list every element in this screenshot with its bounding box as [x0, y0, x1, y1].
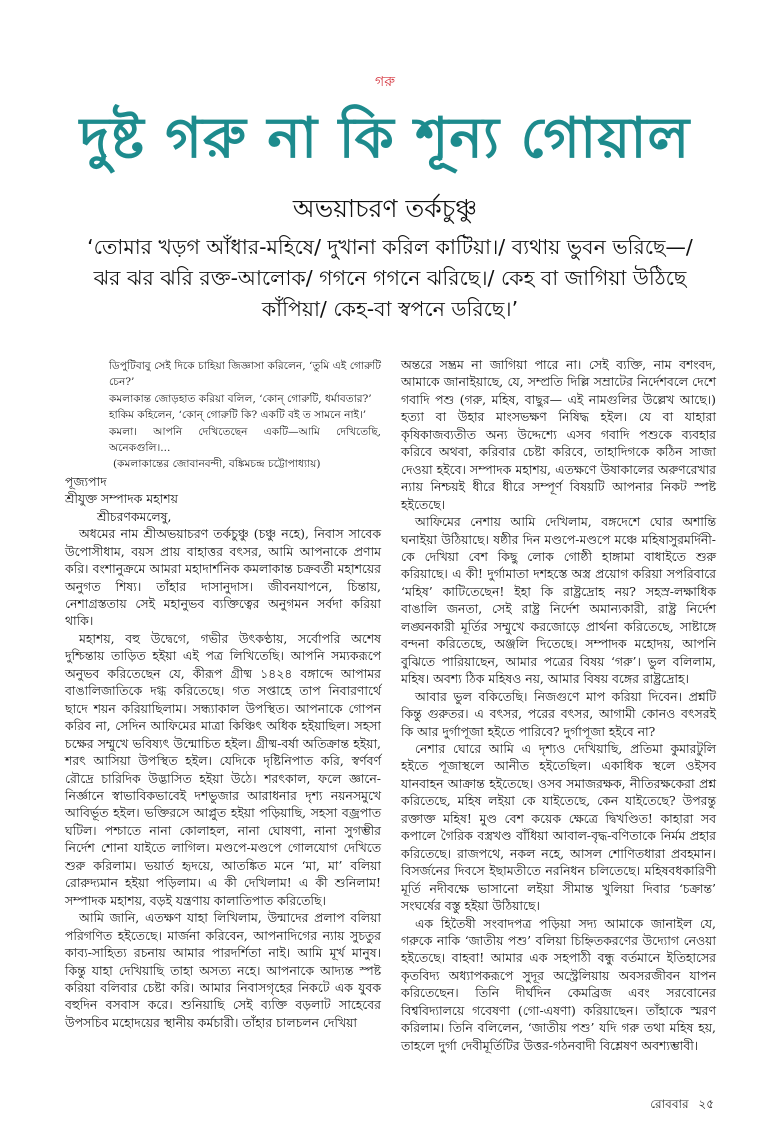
salutation: পূজ্যপাদ	[65, 473, 107, 489]
page-footer	[644, 1096, 714, 1116]
quote-line: কমলাকান্ত জোড়হাত করিয়া বলিল, ‘কোন্ গোরুটি, ধর্মাবতার?’	[109, 392, 372, 405]
addressee: শ্রীযুক্ত সম্পাদক মহাশয়	[65, 491, 178, 507]
epigraph-line: কাঁপিয়া/ কেহ-বা স্বপনে ডরিছে।’	[261, 297, 519, 321]
quote-line: ডিপুটিবাবু সেই দিকে চাহিয়া জিজ্ঞাসা করিলেন, ‘তুমি এই গোরুটি চেন?’	[109, 360, 381, 389]
epigraph	[40, 232, 740, 325]
body-paragraph: আবার ভুল বকিতেছি। নিজগুণে মাপ করিয়া দিবেন। প্রশ্নটি কিন্তু গুরুতর। এ বৎসর, পরের বৎসর, আগামী কোনও বৎসরই কি আর দুর্গাপূজা হইতে পারিবে? দুর্গাপূজা হইবে না?	[401, 688, 716, 739]
quote-line: হাকিম কহিলেন, ‘কোন্ গোরুটি কি? একটি বই ত সামনে নাই।’	[109, 409, 367, 422]
body-paragraph: আমি জানি, এতক্ষণ যাহা লিখিলাম, উন্মাদের প্রলাপ বলিয়া পরিগণিত হইতেছে। মার্জনা করিবেন, আপনাদিগের ন্যায় সুচতুর কাব্য-সাহিত্য রচনায় আমার পারদর্শিতা নাই। আমি মূর্খ মানুষ। কিন্তু যাহা দেখিয়াছি তাহা অসত্য নহে। আপনাকে আদ্যন্ত স্পষ্ট করিয়া বলিবার চেষ্টা করি। আমার নিবাসগৃহের নিকটে এক যুবক বহুদিন বসবাস করে। শুনিয়াছি সেই ব্যক্তি বড়লাট সাহেবের উপসচিব মহোদয়ের স্থানীয় কর্মচারী। তাঁহার চালচলন দেখিয়া	[65, 910, 381, 1030]
left-column	[65, 356, 381, 1031]
page-number: ২৫	[698, 1097, 714, 1111]
body-paragraph: আফিমের নেশায় আমি দেখিলাম, বঙ্গদেশে ঘোর অশান্তি ঘনাইয়া উঠিয়াছে। ষষ্ঠীর দিন মণ্ডপে-মণ্ডপে মঞ্চে মহিষাসুরমর্দিনী-কে দেখিয়া বেশ কিছু লোক গোষ্ঠী হাঙ্গামা বাধাইতে শুরু করিয়াছে। এ কী! দুর্গামাতা দশহস্তে অস্ত্র প্রয়োগ করিয়া সপরিবারে ‘মহিষ’ কাটিতেছেন! ইহা কি রাষ্ট্রদ্রোহ নয়? সহস্র-লক্ষাধিক বাঙালি জনতা, সেই রাষ্ট্র নির্দেশ অমান্যকারী, রাষ্ট্র নির্দেশ লঙ্ঘনকারী মূর্তির সম্মুখে করজোড়ে প্রার্থনা করিতেছে, সাষ্টাঙ্গে বন্দনা করিতেছে, অঞ্জলি দিতেছে। সম্পাদক মহোদয়, আপনি বুঝিতে পারিয়াছেন, আমার পত্রের বিষয় ‘গরু’। ভুল বলিলাম, মহিষ। অবশ্য ঠিক মহিষও নয়, আমার বিষয় বঙ্গের রাষ্ট্রদ্রোহ।	[401, 514, 716, 687]
quote-source: (কমলাকান্তের জোবানবন্দী, বঙ্কিমচন্দ্র চট্টোপাধ্যায়)	[113, 458, 321, 471]
greeting: শ্রীচরণকমলেষু,	[97, 508, 172, 524]
author-name: অভয়াচরণ তর্কচুঞ্চু	[292, 194, 478, 223]
epigraph-line: ঝর ঝর ঝরি রক্ত-আলোক/ গগনে গগনে ঝরিছে।/ কেহ বা জাগিয়া উঠিছে	[93, 266, 687, 290]
footer-day: রোববার	[650, 1097, 689, 1111]
epigraph-line: ‘তোমার খড়গ আঁধার-মহিষে/ দুখানা করিল কাটিয়া।/ ব্যথায় ভুবন ভরিছে—/	[87, 235, 693, 259]
article-headline: দুষ্ট গরু না কি শূন্য গোয়াল	[79, 106, 691, 171]
body-paragraph: এক হিতৈষী সংবাদপত্র পড়িয়া সদ্য আমাকে জানাইল যে, গরুকে নাকি ‘জাতীয় পশু’ বলিয়া চিহ্নিতকরণের উদ্যোগ নেওয়া হইতেছে। বাহবা! আমার এক সহপাঠী বন্ধু বর্তমানে ইতিহাসের কৃতবিদ্য অধ্যাপকরূপে সুদূর অস্ট্রেলিয়ায় অবসরজীবন যাপন করিতেছেন। তিনি দীর্ঘদিন কেমব্রিজ এবং সরবোনের বিশ্ববিদ্যালয়ে গবেষণা (গো-এষণা) করিয়াছেন। তাঁহাকে স্মরণ করিলাম। তিনি বলিলেন, ‘জাতীয় পশু’ যদি গরু তথা মহিষ হয়, তাহলে দুর্গা দেবীমূর্তিটির উত্তর-গঠনবাদী বিশ্লেষণ অবশ্যম্ভাবী।	[401, 915, 716, 1053]
body-paragraph: অধমের নাম শ্রীঅভয়াচরণ তর্কচুঞ্চু (চঞ্চু নহে), নিবাস সাবেক উপোসীধাম, বয়স প্রায় বাহাত্তর বৎসর, আমি আপনাকে প্রণাম করি। বংশানুক্রমে আমরা মহাদার্শনিক কমলাকান্ত চক্রবর্তী মহাশয়ের অনুগত শিষ্য। তাঁহার দাসানুদাস। জীবনযাপনে, চিন্তায়, নেশাগ্রস্ততায় সেই মহানুভব ব্যক্তিত্বের অনুগমন সর্বদা করিয়া থাকি।	[65, 526, 381, 629]
quote-block	[65, 358, 381, 473]
body-paragraph: নেশার ঘোরে আমি এ দৃশ্যও দেখিয়াছি, প্রতিমা কুমারটুলি হইতে পূজাস্থলে আনীত হইতেছিল। একাধিক স্থলে ওইসব যানবাহন আক্রান্ত হইতেছে। ওসব সমাজরক্ষক, নীতিরক্ষকেরা প্রশ্ন করিতেছে, মহিষ লইয়া কে যাইতেছে, কেন যাইতেছে? উপরন্তু রক্তাক্ত মহিষ! মুণ্ড বেশ কয়েক ক্ষেত্রে দ্বিখণ্ডিত! কাহারা সব কপালে গৈরিক বস্ত্রখণ্ড বাঁধিয়া আবাল-বৃদ্ধ-বণিতাকে নির্মম প্রহার করিতেছে। রাজপথে, নকল নহে, আসল শোণিতধারা প্রবহমান। বিসর্জনের দিবসে ইছামতীতে নরনিধন চলিতেছে। মহিষবধকারিণী মূর্তি নদীবক্ষে ভাসানো লইয়া সীমান্ত খুলিয়া দিবার ‘চক্রান্ত’ সংঘর্ষের বস্তু হইয়া উঠিয়াছে।	[401, 740, 716, 914]
body-paragraph: মহাশয়, বহু উদ্বেগে, গভীর উৎকণ্ঠায়, সর্বোপরি অশেষ দুশ্চিন্তায় তাড়িত হইয়া এই পত্র লিখিতেছি। আপনি সম্যকরূপে অনুভব করিতেছেন যে, কীরূপ গ্রীষ্ম ১৪২৪ বঙ্গাব্দে আপামর বাঙালিজাতিকে দগ্ধ করিতেছে। গত সপ্তাহে তাপ নিবারণার্থে ছাদে শয়ন করিয়াছিলাম। সন্ধ্যাকাল উপস্থিত। আপনাকে গোপন করিব না, সেদিন আফিমের মাত্রা কিঞ্চিৎ অধিক হইয়াছিল। সহসা চক্ষের সম্মুখে ভবিষ্যৎ উন্মোচিত হইল। গ্রীষ্ম-বর্ষা অতিক্রান্ত হইয়া, শরৎ আসিয়া উপস্থিত হইল। যেদিকে দৃষ্টিনিপাত করি, স্বর্ণবর্ণ রৌদ্রে চারিদিক উদ্ভাসিত হইয়া উঠে। শরৎকাল, ফলে জ্ঞানে-নির্জ্ঞানে স্বাভাবিকভাবেই দশভুজার আরাধনার দৃশ্য নয়নসমুখে আবির্ভূত হইল। ভক্তিরসে আপ্লুত হইয়া পড়িয়াছি, সহসা বজ্রপাত ঘটিল। পশ্চাতে নানা কোলাহল, নানা ঘোষণা, নানা সুগম্ভীর নির্দেশ শোনা যাইতে লাগিল। মণ্ডপে-মণ্ডপে গোলযোগ দেখিতে শুরু করিলাম। ভয়ার্ত হৃদয়ে, আতঙ্কিত মনে ‘মা, মা’ বলিয়া রোরুদ্যমান হইয়া পড়িলাম। এ কী দেখিলাম! এ কী শুনিলাম! সম্পাদক মহাশয়, বড়ই যন্ত্রণায় কালাতিপাত করিতেছি।	[65, 630, 381, 908]
section-label: গরু	[375, 74, 395, 90]
body-paragraph: অন্তরে সম্ভ্রম না জাগিয়া পারে না। সেই ব্যক্তি, নাম বশংবদ, আমাকে জানাইয়াছে, যে, সম্প্রতি দিল্লি সম্রাটের নির্দেশবলে দেশে গবাদি পশু (গরু, মহিষ, বাছুর— এই নামগুলির উল্লেখ আছে।) হত্যা বা উহার মাংসভক্ষণ নিষিদ্ধ হইল। যে বা যাহারা কৃষিকাজব্যতীত অন্য উদ্দেশ্যে এসব গবাদি পশুকে ব্যবহার করিবে অথবা, করিবার চেষ্টা করিবে, তাহাদিগকে কঠিন সাজা দেওয়া হইবে। সম্পাদক মহাশয়, এতক্ষণে উষাকালের অরুণরেখার ন্যায় নিশ্চয়ই ধীরে ধীরে সম্পূর্ণ বিষয়টি আপনার নিকট স্পষ্ট হইতেছে।	[401, 357, 716, 512]
quote-line: কমলা। আপনি দেখিতেছেন একটি—আমি দেখিতেছি, অনেকগুলি।...	[109, 425, 381, 455]
right-column	[401, 356, 716, 1054]
